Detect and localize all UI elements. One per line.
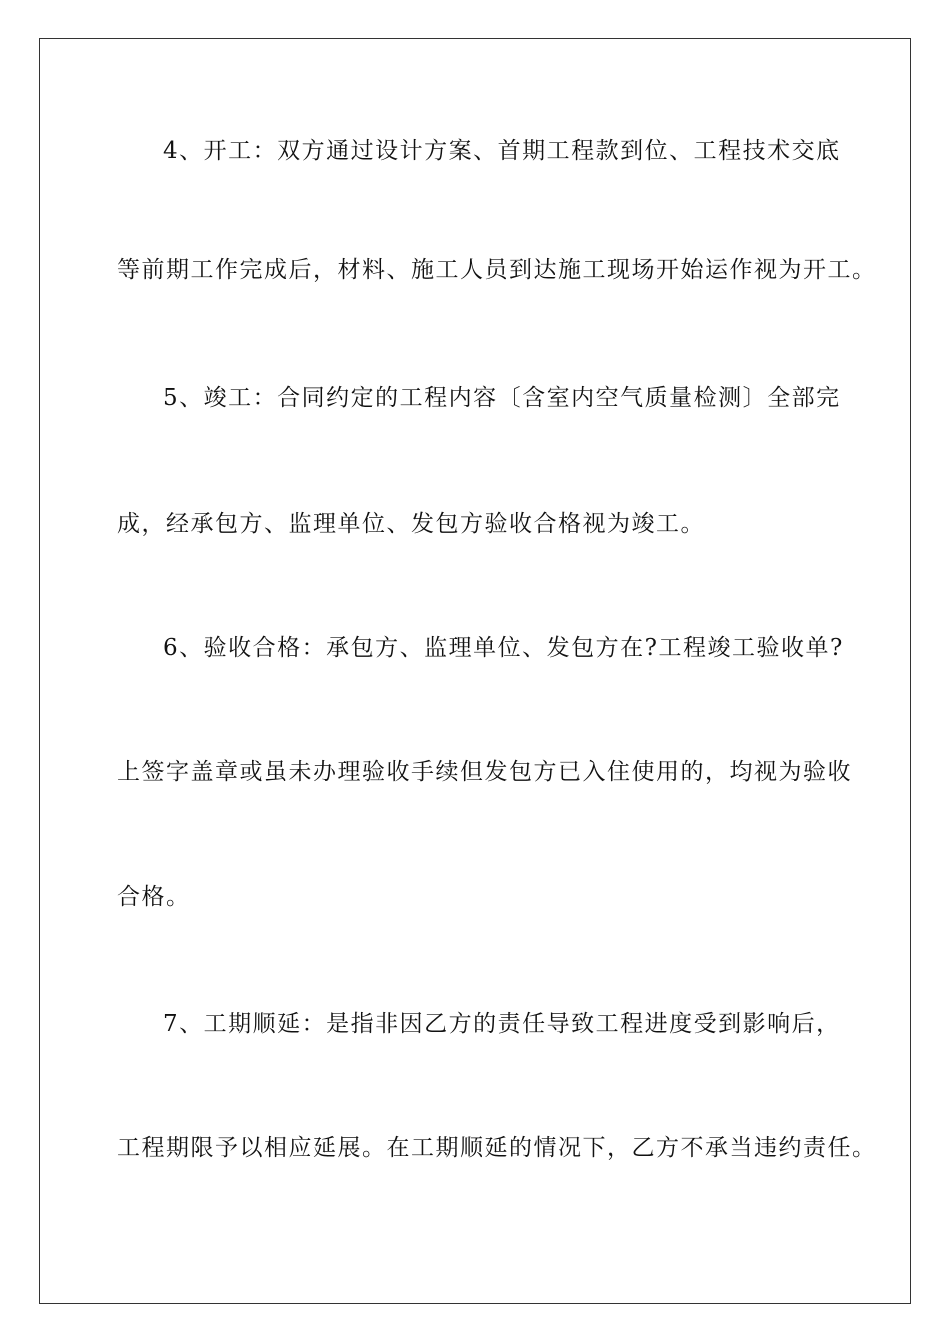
clause-5-line-2: 成，经承包方、监理单位、发包方验收合格视为竣工。 <box>117 511 705 537</box>
clause-6-line-1: 6、验收合格：承包方、监理单位、发包方在?工程竣工验收单? <box>163 635 844 661</box>
clause-4-line-1: 4、开工：双方通过设计方案、首期工程款到位、工程技术交底 <box>163 138 841 164</box>
clause-5-line-1: 5、竣工：合同约定的工程内容〔含室内空气质量检测〕全部完 <box>163 385 841 411</box>
clause-7-line-2: 工程期限予以相应延展。在工期顺延的情况下，乙方不承当违约责任。 <box>117 1135 877 1161</box>
clause-4-line-2: 等前期工作完成后，材料、施工人员到达施工现场开始运作视为开工。 <box>117 257 877 283</box>
clause-6-line-2: 上签字盖章或虽未办理验收手续但发包方已入住使用的，均视为验收 <box>117 759 852 785</box>
page-border <box>39 38 911 1304</box>
clause-6-line-3: 合格。 <box>117 884 191 910</box>
clause-7-line-1: 7、工期顺延：是指非因乙方的责任导致工程进度受到影响后， <box>163 1011 841 1037</box>
